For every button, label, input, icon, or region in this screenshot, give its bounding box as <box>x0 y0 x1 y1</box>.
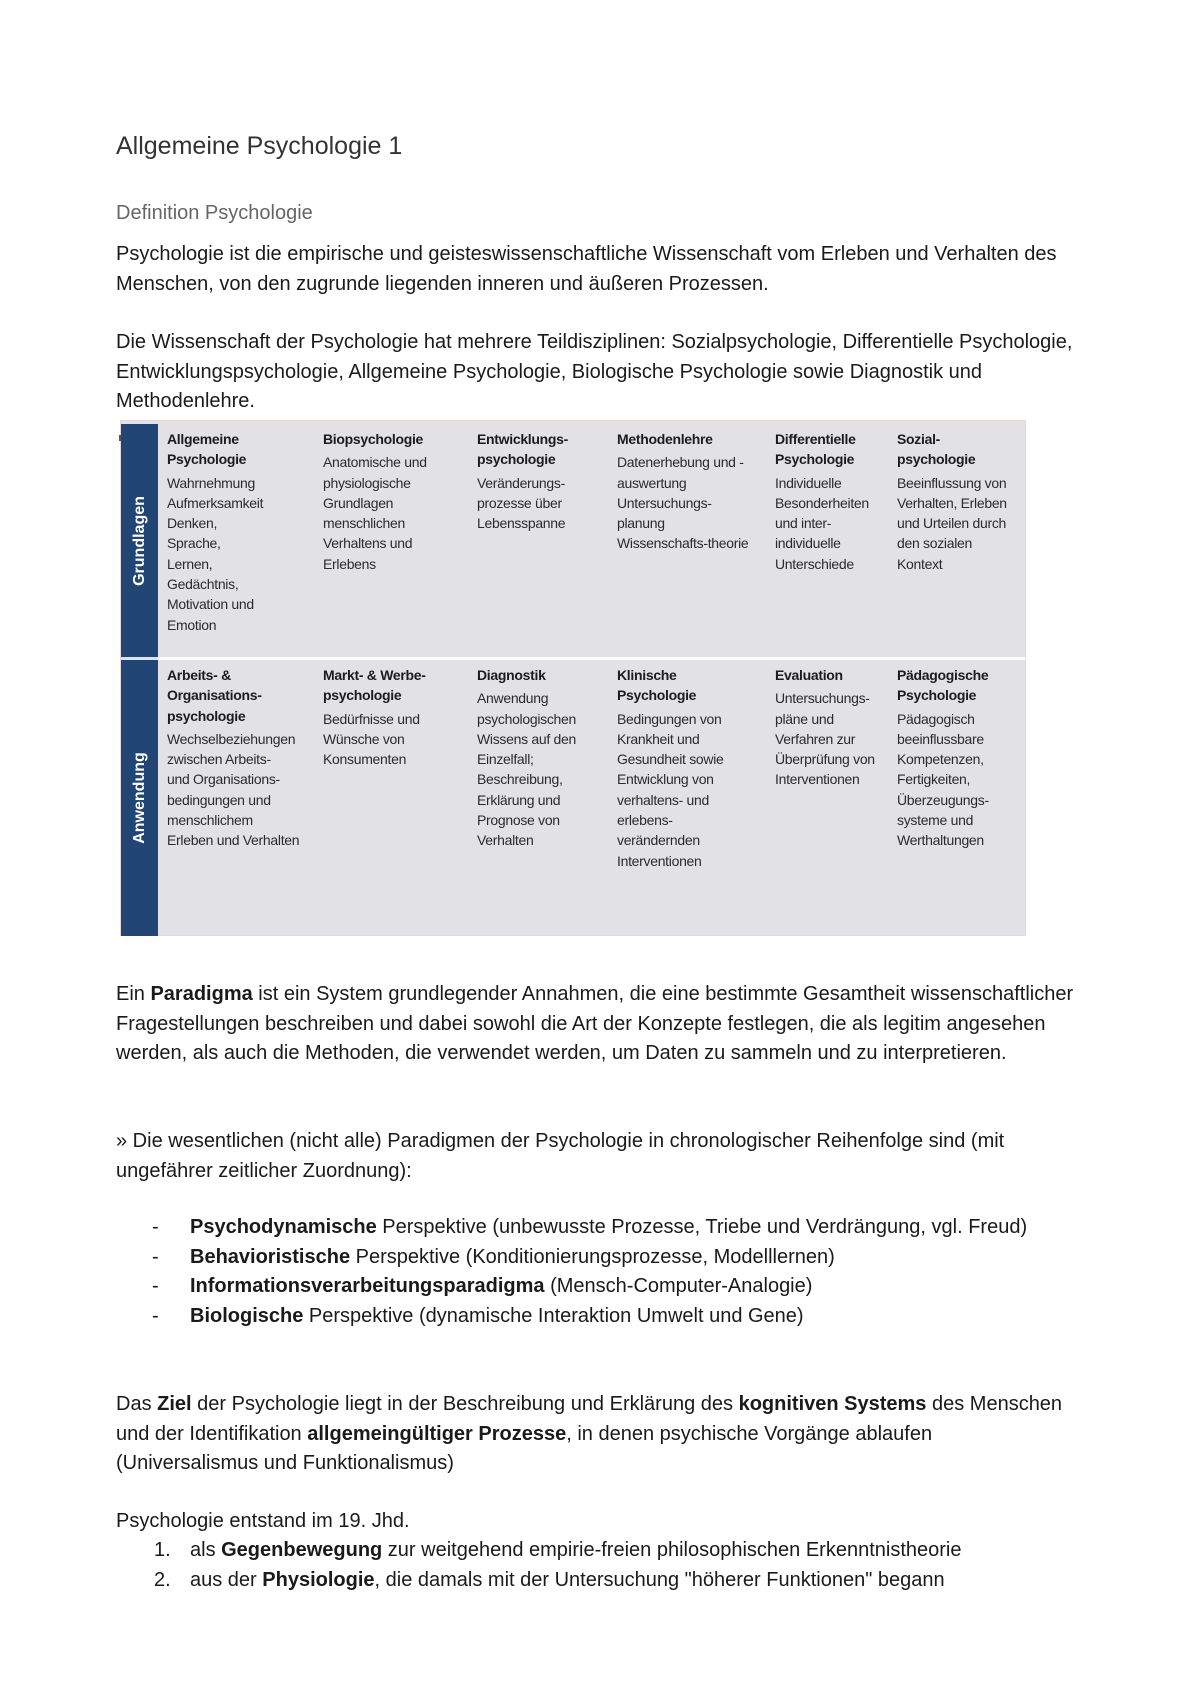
subdisciplines-paragraph: Die Wissenschaft der Psychologie hat mehrere Teildisziplinen: Sozialpsychologie, Differentielle Psychologie, Entwicklungspsychologie, Allgemeine Psychologie, Biologische Psychologie sowie Diagnostik und Methodenlehre. <box>116 331 1073 412</box>
definition-paragraph: Psychologie ist die empirische und geisteswissenschaftliche Wissenschaft vom Erleben und Verhalten des Menschen, von den zugrunde liegenden inneren und äußeren Prozessen. <box>116 243 1057 295</box>
origin-list <box>116 1536 1076 1595</box>
discipline-cell: Sozial- psychologie Beeinflussung von Verhalten, Erleben und Urteilen durch den sozialen Kontext <box>897 431 1007 572</box>
discipline-cell: Evaluation Untersuchungs- pläne und Verfahren zur Überprüfung von Interventionen <box>775 667 875 788</box>
discipline-cell: Diagnostik Anwendung psychologischen Wissens auf den Einzelfall; Beschreibung, Erklärung und Prognose von Verhalten <box>477 667 577 849</box>
discipline-cell: Methodenlehre Datenerhebung und - auswertung Untersuchungs- planung Wissenschafts-theorie <box>617 431 749 552</box>
row-label: Grundlagen <box>130 495 148 586</box>
subdisciplines-figure <box>120 420 1026 936</box>
discipline-cell: Markt- & Werbe- psychologie Bedürfnisse und Wünsche von Konsumenten <box>323 667 426 768</box>
paradigm-paragraph: Ein Paradigma ist ein System grundlegender Annahmen, die eine bestimmte Gesamtheit wissenschaftlicher Fragestellungen beschreiben und dabei sowohl die Art der Konzepte festlegen, die als legitim angesehen werden, als auch die Methoden, die verwendet werden, um Daten zu sammeln und zu interpretieren. <box>116 983 1074 1064</box>
list-item: - Psychodynamische Perspektive (unbewusste Prozesse, Triebe und Verdrängung, vgl. Freud) <box>152 1216 1028 1238</box>
goal-paragraph: Das Ziel der Psychologie liegt in der Beschreibung und Erklärung des kognitiven Systems des Menschen und der Identifikation allgemeingültiger Prozesse, in denen psychische Vorgänge ablaufen (Universalismus und Funktionalismus) <box>116 1393 1063 1474</box>
section-heading: Definition Psychologie <box>116 202 313 224</box>
row-label-band <box>121 660 158 936</box>
row-divider <box>158 657 1025 660</box>
discipline-cell: Entwicklungs- psychologie Veränderungs- prozesse über Lebensspanne <box>477 431 568 532</box>
discipline-cell: Arbeits- & Organisations- psychologie Wechselbeziehungen zwischen Arbeits- und Organisations- bedingungen und menschlichem Erleben und Verhalten <box>167 667 300 849</box>
list-item: - Informationsverarbeitungsparadigma (Mensch-Computer-Analogie) <box>152 1275 813 1297</box>
list-item: - Behavioristische Perspektive (Konditionierungsprozesse, Modelllernen) <box>152 1245 835 1268</box>
list-item: 1. als Gegenbewegung zur weitgehend empirie-freien philosophischen Erkenntnistheorie <box>154 1539 962 1561</box>
list-item: - Biologische Perspektive (dynamische Interaktion Umwelt und Gene) <box>152 1304 804 1327</box>
discipline-cell: Biopsychologie Anatomische und physiologische Grundlagen menschlichen Verhaltens und Erlebens <box>323 431 427 572</box>
discipline-cell: Klinische Psychologie Bedingungen von Krankheit und Gesundheit sowie Entwicklung von verhaltens- und erlebens- verändernden Interventionen <box>617 667 724 869</box>
discipline-cell: Allgemeine Psychologie Wahrnehmung Aufmerksamkeit Denken, Sprache, Lernen, Gedächtnis, Motivation und Emotion <box>167 431 264 633</box>
paradigm-term: Paradigma <box>150 983 253 1005</box>
row-label: Anwendung <box>130 752 148 844</box>
list-item: 2. aus der Physiologie, die damals mit der Untersuchung "höherer Funktionen" begann <box>154 1568 945 1591</box>
row-label-band <box>121 424 158 657</box>
discipline-cell: Pädagogische Psychologie Pädagogisch beeinflussbare Kompetenzen, Fertigkeiten, Überzeugungs- systeme und Werthaltungen <box>897 667 989 849</box>
document-title: Allgemeine Psychologie 1 <box>116 132 403 160</box>
origin-intro: Psychologie entstand im 19. Jhd. <box>116 1510 410 1532</box>
paradigms-intro: » Die wesentlichen (nicht alle) Paradigmen der Psychologie in chronologischer Reihenfolge sind (mit ungefährer zeitlicher Zuordnung): <box>116 1130 1005 1182</box>
paradigm-list <box>116 1213 1076 1331</box>
discipline-cell: Differentielle Psychologie Individuelle Besonderheiten und inter- individuelle Unterschiede <box>775 431 869 572</box>
